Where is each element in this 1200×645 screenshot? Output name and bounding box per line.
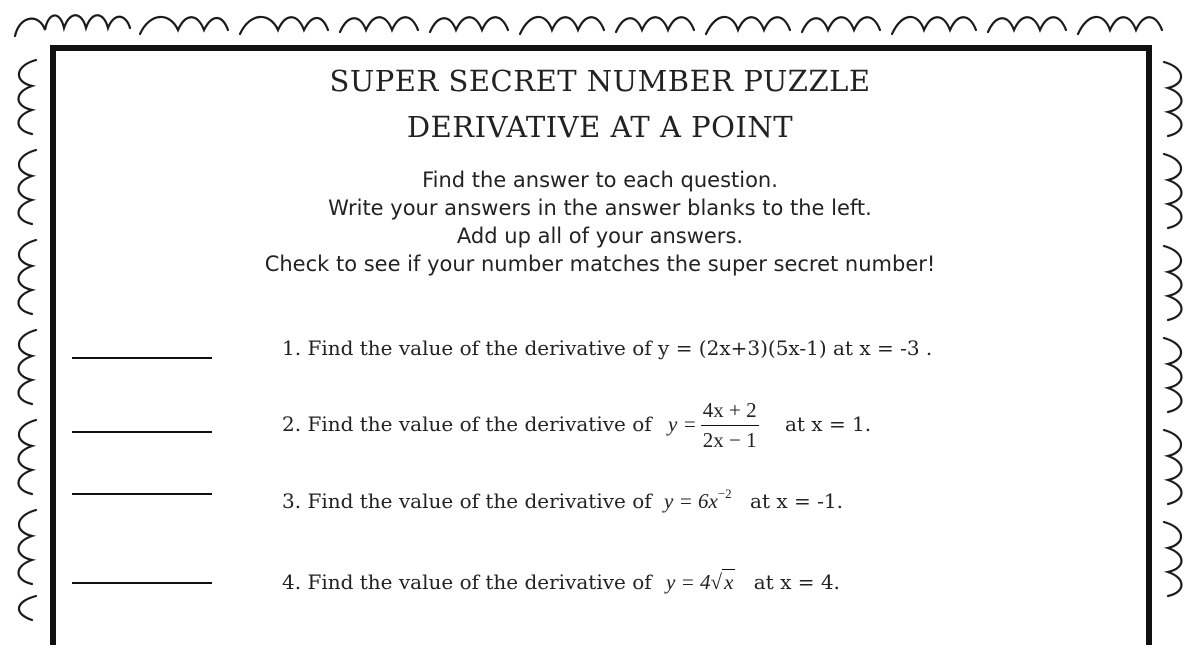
sqrt-radicand: x	[724, 570, 734, 594]
question-number: 1.	[282, 336, 302, 360]
question-4	[282, 570, 840, 595]
answer-blank-4[interactable]	[72, 582, 212, 584]
fraction-denominator: 2x − 1	[702, 428, 757, 452]
equation	[664, 486, 732, 513]
question-number: 2.	[282, 412, 302, 436]
instruction-line: Add up all of your answers.	[456, 224, 744, 248]
answer-blank-1[interactable]	[72, 357, 212, 359]
question-point: at x = 1.	[784, 412, 872, 436]
answer-blank-3[interactable]	[72, 493, 212, 495]
question-1	[282, 336, 932, 360]
question-point: at x = -3 .	[826, 336, 933, 360]
title-line-1: SUPER SECRET NUMBER PUZZLE	[329, 64, 871, 98]
sqrt-icon: √	[710, 570, 723, 594]
instructions	[0, 166, 1200, 278]
question-text: Find the value of the derivative of	[307, 412, 652, 436]
answer-blank-2[interactable]	[72, 431, 212, 433]
question-2	[282, 398, 871, 453]
instruction-line: Write your answers in the answer blanks to the left.	[328, 196, 872, 220]
question-expression: y = (2x+3)(5x-1)	[658, 336, 827, 360]
fraction	[701, 398, 759, 453]
fraction-numerator: 4x + 2	[701, 398, 759, 426]
question-number: 3.	[282, 489, 302, 513]
question-3	[282, 486, 843, 514]
question-number: 4.	[282, 570, 302, 594]
equation	[666, 570, 735, 594]
equation-exponent: −2	[717, 486, 732, 501]
question-point: at x = -1.	[750, 489, 843, 513]
instruction-line: Check to see if your number matches the super secret number!	[264, 252, 936, 276]
equation-lhs: y =	[668, 412, 697, 436]
instruction-line: Find the answer to each question.	[422, 168, 778, 192]
title-line-2: DERIVATIVE AT A POINT	[406, 110, 794, 144]
question-text: Find the value of the derivative of	[307, 336, 659, 360]
question-text: Find the value of the derivative of	[307, 489, 652, 513]
equation-coefficient: y = 4	[666, 570, 711, 594]
question-point: at x = 4.	[753, 570, 840, 594]
question-text: Find the value of the derivative of	[307, 570, 652, 594]
equation-base: y = 6x	[664, 489, 718, 513]
